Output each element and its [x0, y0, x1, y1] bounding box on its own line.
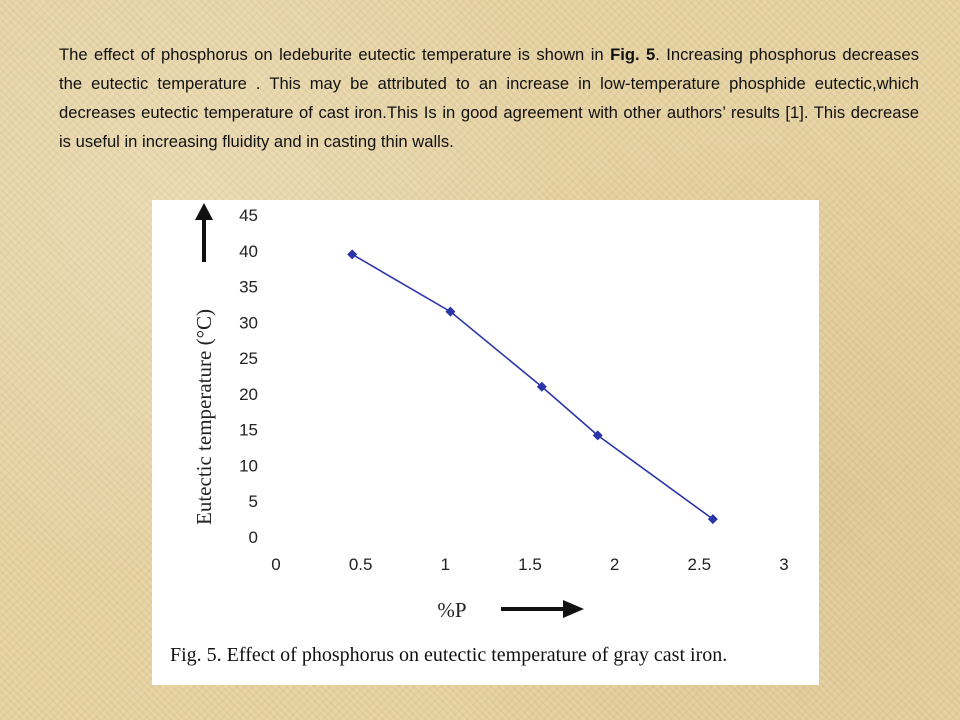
- figure-panel: [152, 200, 819, 685]
- y-tick-label: 0: [248, 528, 258, 547]
- x-tick-label: 1: [440, 555, 451, 574]
- x-tick-label: 0.5: [348, 555, 373, 574]
- y-tick-label: 10: [239, 456, 258, 476]
- x-axis-label: %P: [437, 598, 467, 622]
- y-tick-label: 25: [239, 349, 258, 369]
- line-chart: [152, 200, 819, 640]
- x-tick-label: 2: [609, 555, 620, 574]
- x-tick-label: 1.5: [518, 555, 542, 574]
- x-axis-arrow-head: [563, 600, 584, 618]
- y-tick-label: 40: [239, 241, 258, 261]
- x-tick-label: 3: [779, 555, 789, 574]
- y-axis-label: Eutectic temperature (°C): [192, 309, 216, 525]
- y-tick-label: 45: [239, 206, 258, 225]
- figure-caption: Fig. 5. Effect of phosphorus on eutectic temperature of gray cast iron.: [170, 644, 728, 666]
- y-tick-label: 15: [239, 420, 258, 440]
- y-tick-label: 30: [239, 313, 258, 333]
- x-tick-label: 2.5: [687, 555, 712, 574]
- x-tick-label: 0: [271, 555, 281, 574]
- series-line: [352, 254, 713, 519]
- paragraph-text-start: The effect of phosphorus on ledeburite eutectic temperature is shown in: [59, 45, 611, 64]
- figure-reference: Fig. 5: [610, 45, 656, 64]
- y-tick-label: 20: [239, 384, 258, 404]
- paragraph-text-rest: . Increasing phosphorus decreases the eutectic temperature . This may be attributed to an increase in low-temperature phosphide eutectic,which decreases eutectic temperature of cast iron.This Is in good agreement with other authors’ results [1]. This decrease is useful in increasing fluidity and in casting thin walls.: [59, 45, 919, 151]
- y-tick-label: 35: [239, 277, 258, 297]
- y-axis-arrow-head: [195, 203, 213, 220]
- body-paragraph: [59, 40, 919, 156]
- y-tick-label: 5: [248, 492, 258, 512]
- data-point-marker: [347, 249, 357, 259]
